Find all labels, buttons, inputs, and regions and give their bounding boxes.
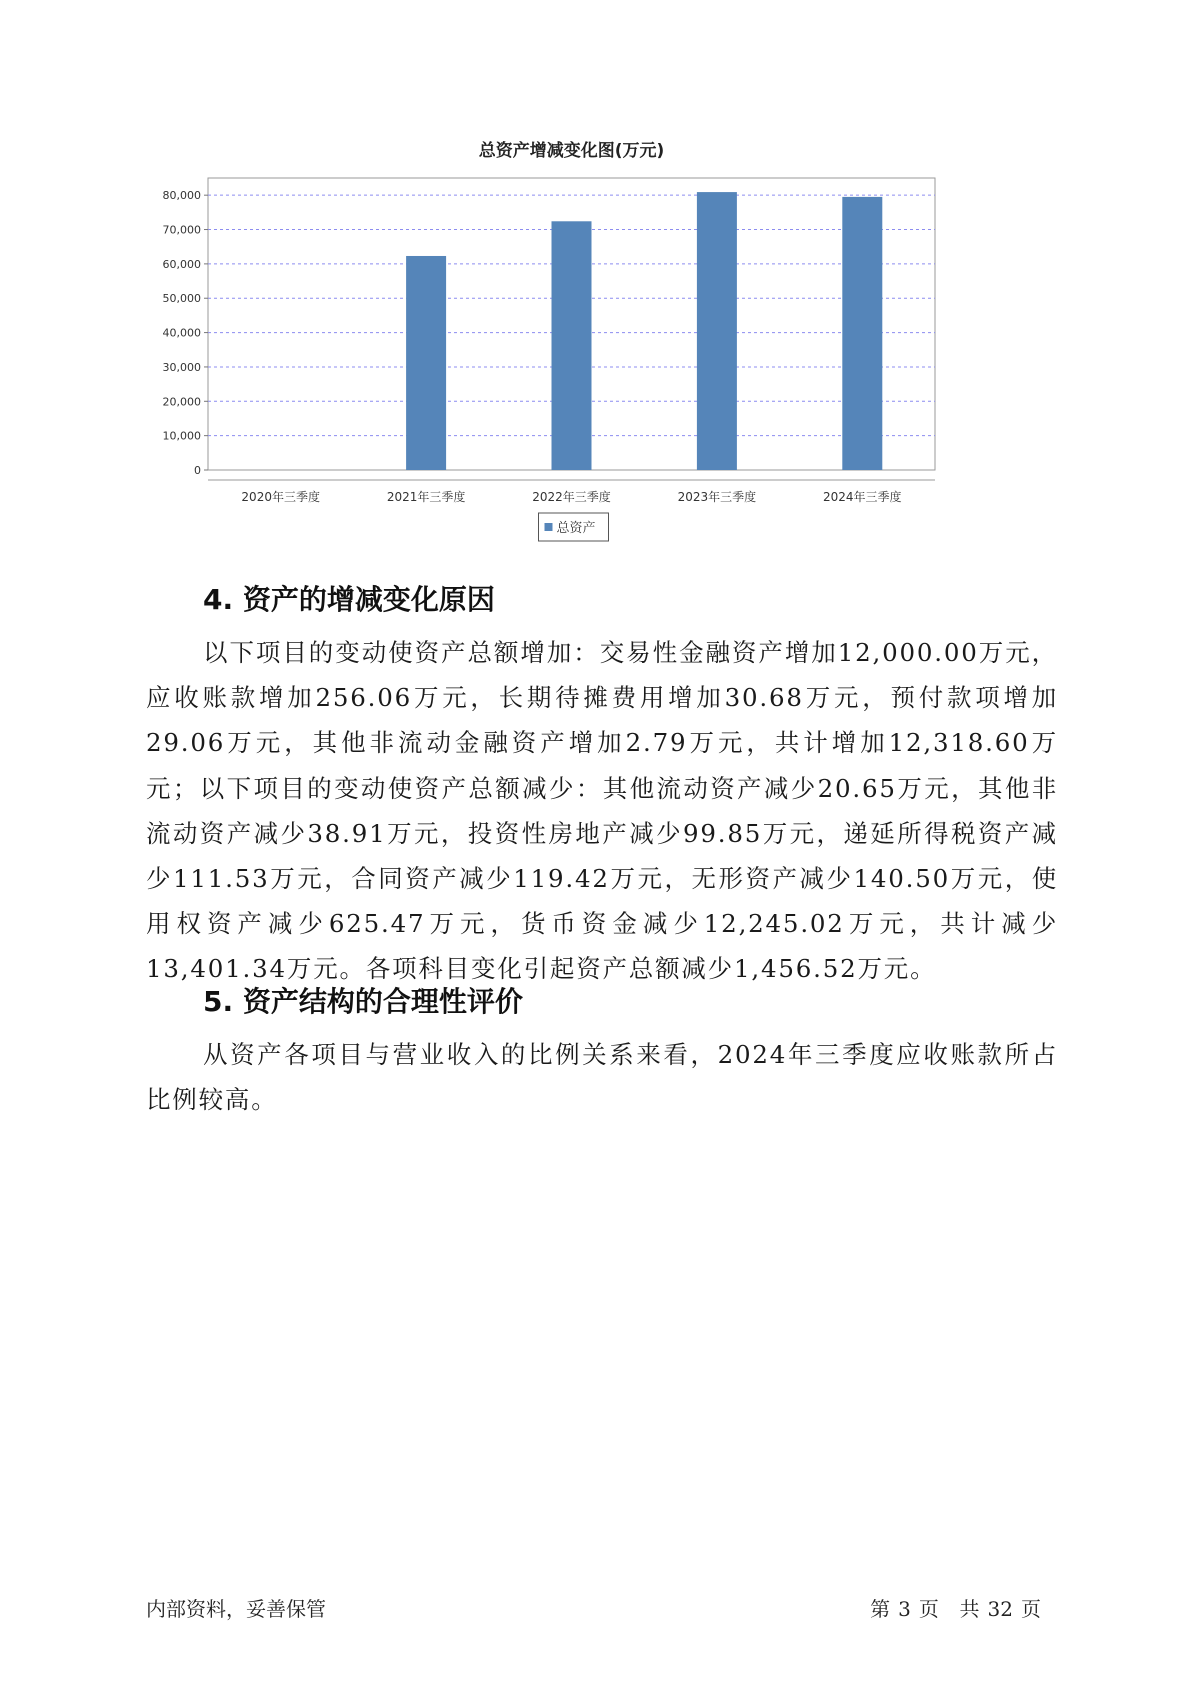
x-tick-label: 2022年三季度 <box>532 490 611 504</box>
section-heading-5: 5. 资产结构的合理性评价 <box>203 985 523 1018</box>
legend-swatch <box>545 523 553 531</box>
total-unit: 页 <box>1021 1597 1041 1621</box>
y-tick-label: 10,000 <box>162 429 201 443</box>
x-tick-label: 2021年三季度 <box>386 490 466 504</box>
y-tick-label: 30,000 <box>162 360 201 374</box>
footer-confidential-note: 内部资料，妥善保管 <box>146 1597 326 1621</box>
total-assets-chart <box>162 140 1030 600</box>
x-tick-label: 2024年三季度 <box>823 490 902 504</box>
y-tick-label: 0 <box>194 464 201 477</box>
x-tick-label: 2020年三季度 <box>241 490 320 504</box>
y-tick-label: 50,000 <box>162 292 201 306</box>
bar <box>406 256 446 470</box>
page-prefix: 第 <box>870 1597 891 1621</box>
total-prefix: 共 <box>959 1597 980 1621</box>
y-tick-label: 60,000 <box>162 257 201 271</box>
section-paragraph-4: 以下项目的变动使资产总额增加：交易性金融资产增加12,000.00万元，应收账款增加256.06万元，长期待摊费用增加30.68万元，预付款项增加29.06万元，其他非流动金融资产增加2.79万元，共计增加12,318.60万元；以下项目的变动使资产总额减少：其他流动资产减少20.65万元，其他非流动资产减少38.91万元，投资性房地产减少99.85万元，递延所得税资产减少111.53万元，合同资产减少119.42万元，无形资产减少140.50万元，使用权资产减少625.47万元，货币资金减少12,245.02万元，共计减少13,401.34万元。各项科目变化引起资产总额减少1,456.52万元。 <box>146 638 1058 984</box>
x-tick-label: 2023年三季度 <box>677 490 757 504</box>
bar <box>842 197 882 470</box>
page-current: 3 <box>898 1597 911 1621</box>
bar <box>697 192 737 470</box>
page-total: 32 <box>987 1597 1013 1621</box>
chart-svg <box>162 140 1030 600</box>
section-paragraph-5: 从资产各项目与营业收入的比例关系来看，2024年三季度应收账款所占比例较高。 <box>146 1040 1058 1115</box>
section-heading-4: 4. 资产的增减变化原因 <box>203 583 495 616</box>
legend-label: 总资产 <box>556 521 596 536</box>
chart-title: 总资产增减变化图(万元) <box>478 141 665 161</box>
y-tick-label: 20,000 <box>162 395 201 409</box>
y-tick-label: 40,000 <box>162 326 201 340</box>
y-tick-label: 80,000 <box>162 189 201 203</box>
bar <box>552 221 592 470</box>
page-unit: 页 <box>918 1597 939 1621</box>
footer-page-number <box>866 1593 1045 1622</box>
y-tick-label: 70,000 <box>162 223 201 237</box>
